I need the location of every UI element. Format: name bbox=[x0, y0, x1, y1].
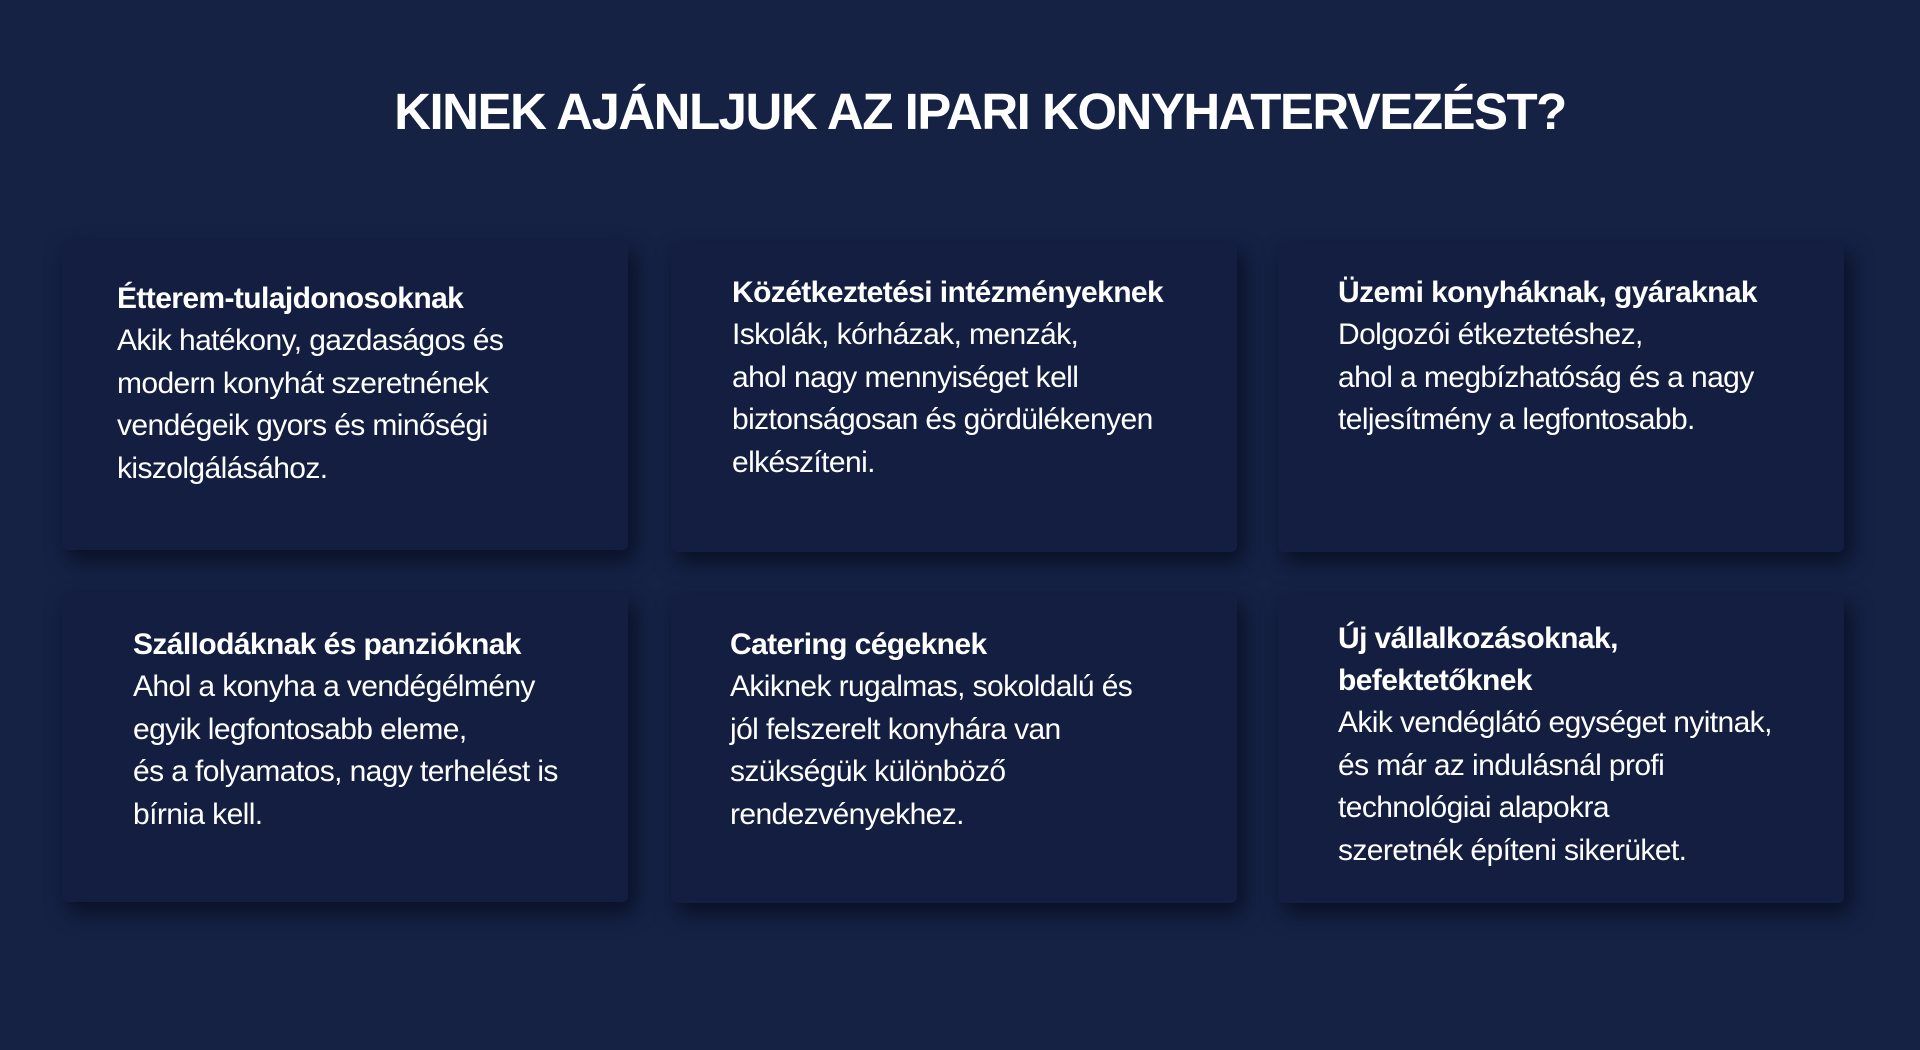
card-heading: Közétkeztetési intézményeknek bbox=[732, 276, 1164, 309]
card-etterem bbox=[62, 241, 628, 550]
card-heading: Új vállalkozásoknak, befektetőknek bbox=[1338, 622, 1618, 697]
card-heading: Catering cégeknek bbox=[730, 628, 987, 661]
card-content bbox=[730, 624, 1132, 836]
card-content bbox=[117, 278, 503, 490]
card-heading: Étterem-tulajdonosoknak bbox=[117, 282, 464, 315]
card-content bbox=[732, 272, 1163, 484]
card-heading: Üzemi konyháknak, gyáraknak bbox=[1338, 276, 1758, 309]
card-text: Ahol a konyha a vendégélmény egyik legfontosabb eleme, és a folyamatos, nagy terhelést is bírnia kell. bbox=[133, 670, 558, 831]
card-szalloda bbox=[62, 593, 628, 902]
card-text: Akik vendéglátó egységet nyitnak, és már az indulásnál profi technológiai alapokra szeretnék építeni sikerüket. bbox=[1338, 706, 1772, 867]
card-uj-vallalkozas bbox=[1278, 594, 1844, 903]
page-title: KINEK AJÁNLJUK AZ IPARI KONYHATERVEZÉST? bbox=[394, 83, 1566, 140]
card-text: Iskolák, kórházak, menzák, ahol nagy mennyiséget kell biztonságosan és gördülékenyen elkészíteni. bbox=[732, 318, 1153, 479]
card-text: Akiknek rugalmas, sokoldalú és jól felszerelt konyhára van szükségük különböző rendezvényekhez. bbox=[730, 670, 1133, 831]
card-content bbox=[1338, 272, 1757, 442]
card-uzemi-konyha bbox=[1278, 243, 1844, 552]
card-kozetkeztetes bbox=[671, 243, 1237, 552]
card-content bbox=[1338, 618, 1772, 872]
card-text: Akik hatékony, gazdaságos és modern konyhát szeretnének vendégeik gyors és minőségi kiszolgálásához. bbox=[117, 324, 504, 485]
card-text: Dolgozói étkeztetéshez, ahol a megbízhatóság és a nagy teljesítmény a legfontosabb. bbox=[1338, 318, 1754, 436]
card-catering bbox=[671, 594, 1237, 903]
card-content bbox=[133, 624, 558, 836]
card-heading: Szállodáknak és panzióknak bbox=[133, 628, 521, 661]
